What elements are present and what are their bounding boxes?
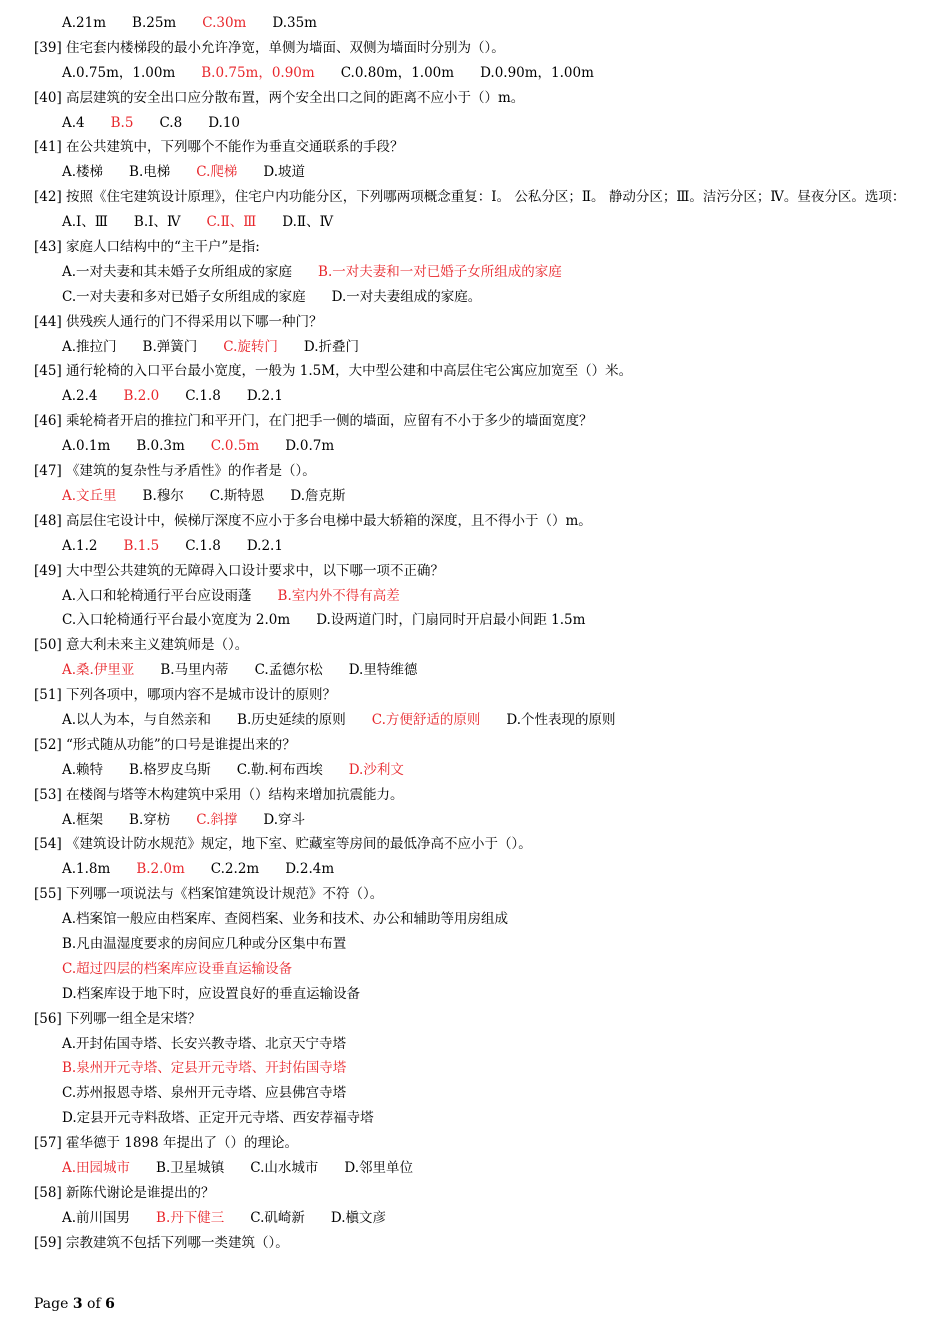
option: D.定县开元寺料敌塔、正定开元寺塔、西安荐福寺塔 [62,1110,374,1127]
option: D.2.1 [246,537,283,554]
question-stem: [42] 按照《住宅建筑设计原理》，住宅户内功能分区，下列哪两项概念重复：Ⅰ。 公私分区；Ⅱ。 静动分区；Ⅲ。洁污分区；Ⅳ。昼夜分区。选项： [34,189,906,206]
option: A.0.75m，1.00m [62,64,176,81]
option-row [34,584,914,609]
option: A.入口和轮椅通行平台应设雨蓬 [62,587,252,604]
question-stem: [41] 在公共建筑中，下列哪个不能作为垂直交通联系的手段？ [34,139,404,156]
answer-option: C.超过四层的档案库应设垂直运输设备 [62,960,293,977]
answer-option: C.30m [202,15,247,31]
option: D.坡道 [263,164,306,181]
option: B.穿枋 [129,811,171,828]
answer-option: B.0.75m，0.90m [201,64,315,81]
answer-option: A.文丘里 [62,487,117,504]
question-stem: [46] 乘轮椅者开启的推拉门和平开门，在门把手一侧的墙面，应留有不小于多少的墙面宽度？ [34,413,593,430]
option-row [34,160,914,185]
option: C.斯特恩 [209,487,265,504]
option: A.以人为本，与自然亲和 [62,711,212,728]
option-row [34,1032,914,1057]
option: D.2.1 [246,388,283,405]
option: D.里特维德 [348,662,418,679]
option: A.前川国男 [62,1209,131,1226]
answer-option: C.旋转门 [223,338,278,355]
option: B.凡由温湿度要求的房间应几种或分区集中布置 [62,935,347,952]
answer-option: C.Ⅱ、Ⅲ [206,214,257,231]
option-row [34,1156,914,1181]
option: B.电梯 [129,164,171,181]
option: A.赖特 [62,761,104,778]
option: C.矶崎新 [250,1209,305,1226]
option: B.弹簧门 [142,338,198,355]
option: A.1.2 [62,537,98,554]
question-stem: [52] “形式随从功能”的口号是谁提出来的？ [34,736,296,753]
question-stem: [59] 宗教建筑不包括下列哪一类建筑（）。 [34,1234,289,1251]
option-row [34,808,914,833]
option: A.21m [62,15,107,31]
question-stem: [44] 供残疾人通行的门不得采用以下哪一种门？ [34,313,323,330]
option: A.0.1m [62,438,111,455]
option-row [34,111,914,136]
question-stem: [40] 高层建筑的安全出口应分散布置，两个安全出口之间的距离不应小于（）m。 [34,89,525,106]
question-stem: [55] 下列哪一项说法与《档案馆建筑设计规范》不符（）。 [34,886,384,903]
option: D.穿斗 [263,811,306,828]
option-row [34,608,914,633]
page-footer [34,1296,115,1312]
question-stem: [45] 通行轮椅的入口平台最小宽度，一般为 1.5M，大中型公建和中高层住宅公寓应加宽至（）米。 [34,363,633,380]
question-stem: [58] 新陈代谢论是谁提出的？ [34,1184,215,1201]
option: A.推拉门 [62,338,117,355]
option-row [34,285,914,310]
exam-page [34,11,914,1256]
option: B.Ⅰ、Ⅳ [133,214,181,231]
option-row [34,1206,914,1231]
question-stem: [54] 《建筑设计防水规范》规定，地下室、贮藏室等房间的最低净高不应小于（）。 [34,836,532,853]
option: C.苏州报恩寺塔、泉州开元寺塔、应县佛宫寺塔 [62,1085,347,1102]
total-page-number: 6 [105,1296,115,1312]
answer-option: B.室内外不得有高差 [277,587,400,604]
answer-option: C.斜撑 [196,811,238,828]
option: B.历史延续的原则 [237,711,346,728]
option: B.穆尔 [142,487,184,504]
question-stem: [56] 下列哪一组全是宋塔？ [34,1010,202,1027]
option-row [34,434,914,459]
option: D.折叠门 [303,338,360,355]
option-row [34,210,914,235]
answer-option: B.泉州开元寺塔、定县开元寺塔、开封佑国寺塔 [62,1060,347,1077]
question-stem: [47] 《建筑的复杂性与矛盾性》的作者是（）。 [34,463,316,480]
option: D.35m [272,15,317,31]
option-row [34,11,914,36]
option: D.邻里单位 [344,1159,414,1176]
option: A.Ⅰ、Ⅲ [62,214,108,231]
option: C.孟德尔松 [254,662,323,679]
question-stem: [48] 高层住宅设计中，候梯厅深度不应小于多台电梯中最大轿箱的深度，且不得小于（）m。 [34,512,592,529]
option-row [34,384,914,409]
question-stem: [51] 下列各项中，哪项内容不是城市设计的原则？ [34,687,337,704]
option-row [34,708,914,733]
option-row [34,658,914,683]
option: C.8 [159,114,183,131]
option: A.4 [62,114,85,131]
option: A.开封佑国寺塔、长安兴教寺塔、北京天宁寺塔 [62,1035,347,1052]
footer-prefix: Page [34,1296,73,1312]
question-stem: [53] 在楼阁与塔等木构建筑中采用（）结构来增加抗震能力。 [34,786,404,803]
option: A.档案馆一般应由档案库、查阅档案、业务和技术、办公和辅助等用房组成 [62,911,509,928]
question-stem: [50] 意大利未来主义建筑师是（）。 [34,637,249,654]
option-row [34,857,914,882]
option-row [34,61,914,86]
option-row [34,957,914,982]
option-row [34,1081,914,1106]
answer-option: B.1.5 [123,537,160,554]
option: A.楼梯 [62,164,104,181]
option-row [34,982,914,1007]
question-stem: [43] 家庭人口结构中的“主干户”是指: [34,239,260,256]
answer-option: C.0.5m [210,438,260,455]
option: A.1.8m [62,861,111,878]
question-stem: [57] 霍华德于 1898 年提出了（）的理论。 [34,1135,298,1152]
answer-option: C.爬梯 [196,164,238,181]
option: C.2.2m [210,861,260,878]
option: B.卫星城镇 [156,1159,225,1176]
option: D.Ⅱ、Ⅳ [282,214,334,231]
option: D.0.7m [285,438,335,455]
option-row [34,484,914,509]
answer-option: B.2.0 [123,388,160,405]
option-row [34,534,914,559]
option: B.格罗皮乌斯 [129,761,211,778]
option-row [34,260,914,285]
option-row [34,1056,914,1081]
answer-option: B.2.0m [136,861,185,878]
answer-option: B.一对夫妻和一对已婚子女所组成的家庭 [318,263,562,280]
option: D.个性表现的原则 [506,711,616,728]
answer-option: B.5 [110,114,134,131]
option: D.詹克斯 [290,487,346,504]
option: D.档案库设于地下时，应设置良好的垂直运输设备 [62,985,361,1002]
option: C.0.80m，1.00m [340,64,455,81]
current-page-number: 3 [72,1296,83,1312]
option: C.1.8 [185,537,221,554]
option: B.0.3m [136,438,185,455]
option-row [34,335,914,360]
option: C.山水城市 [250,1159,319,1176]
question-stem: [39] 住宅套内楼梯段的最小允许净宽，单侧为墙面、双侧为墙面时分别为（）。 [34,39,505,56]
option-row [34,1106,914,1131]
footer-of: of [82,1296,106,1312]
option: A.2.4 [62,388,98,405]
option-row [34,932,914,957]
option: D.2.4m [285,861,335,878]
option: C.入口轮椅通行平台最小宽度为 2.0m [62,612,291,629]
option: D.0.90m，1.00m [480,64,594,81]
option: C.1.8 [185,388,221,405]
option: D.一对夫妻组成的家庭。 [331,288,482,305]
answer-option: A.桑.伊里亚 [62,662,135,679]
question-stem: [49] 大中型公共建筑的无障碍入口设计要求中，以下哪一项不正确？ [34,562,445,579]
answer-option: C.方便舒适的原则 [371,711,481,728]
option: B.25m [132,15,177,31]
option-row [34,907,914,932]
option: B.马里内蒂 [160,662,229,679]
option: D.槇文彦 [330,1209,387,1226]
option: A.一对夫妻和其未婚子女所组成的家庭 [62,263,293,280]
option: C.勒.柯布西埃 [236,761,323,778]
option: C.一对夫妻和多对已婚子女所组成的家庭 [62,288,306,305]
option: D.10 [208,114,240,131]
answer-option: D.沙利文 [348,761,404,778]
answer-option: B.丹下健三 [156,1209,225,1226]
option: D.设两道门时，门扇同时开启最小间距 1.5m [316,612,586,629]
answer-option: A.田园城市 [62,1159,131,1176]
option: A.框架 [62,811,104,828]
option-row [34,758,914,783]
